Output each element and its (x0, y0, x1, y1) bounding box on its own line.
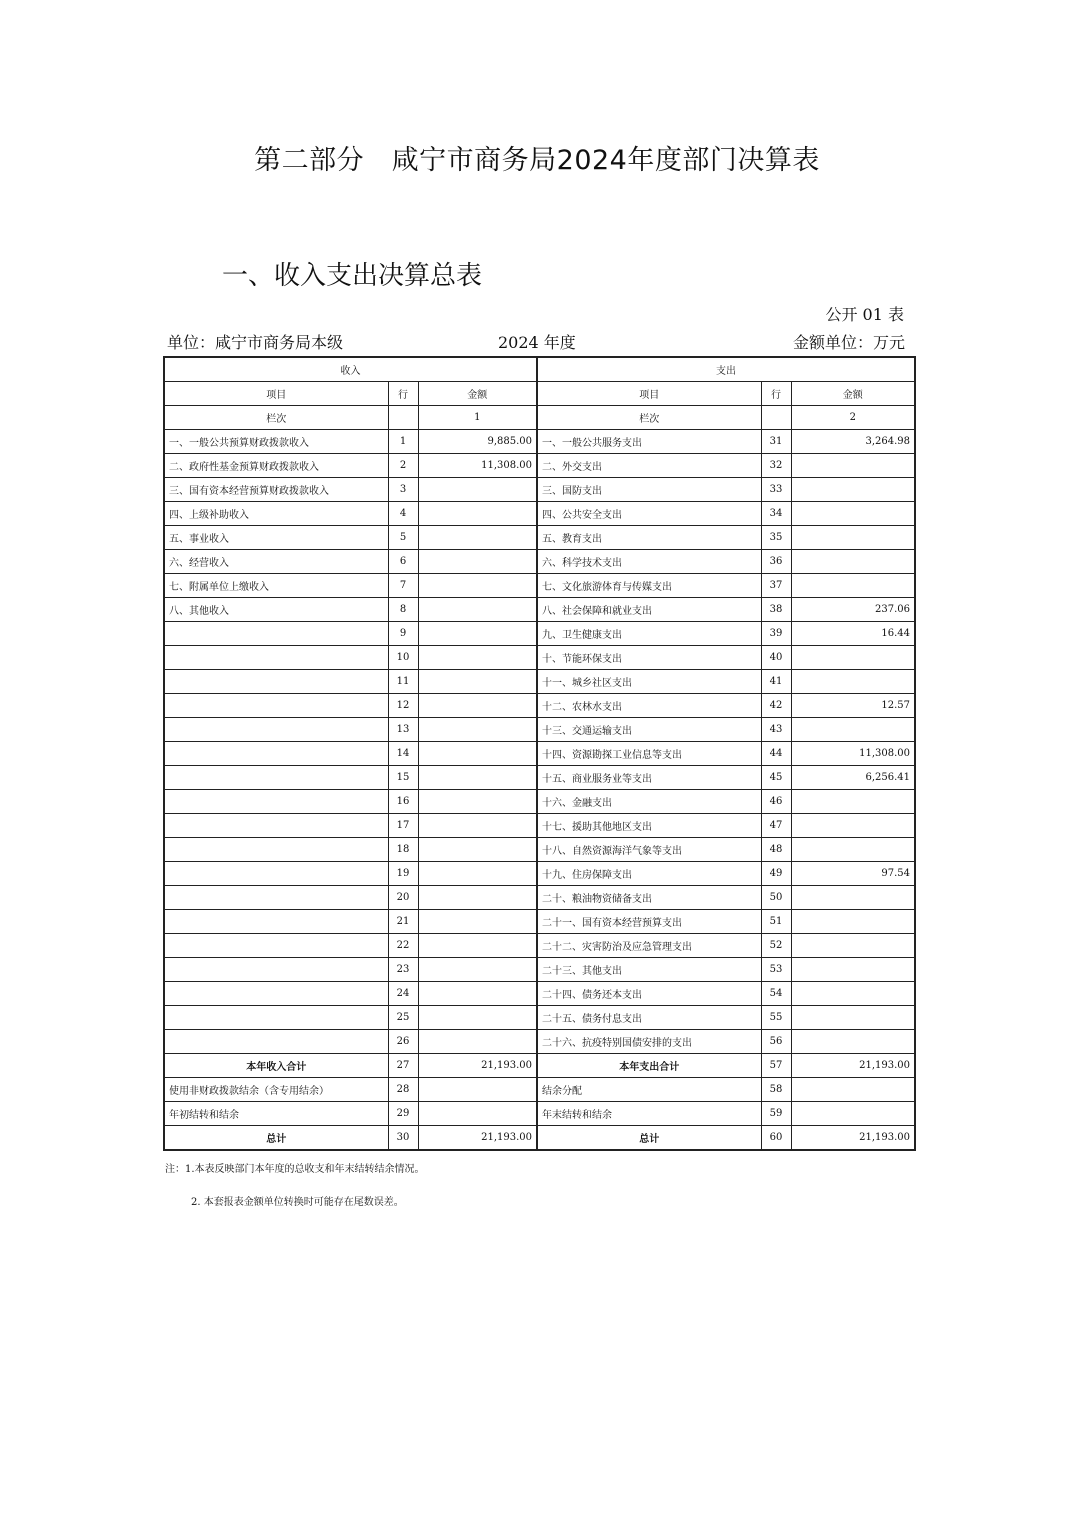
table-row (164, 886, 915, 910)
income-item (164, 646, 388, 670)
amount-unit: 金额单位：万元 (792, 333, 905, 352)
income-line: 16 (388, 790, 418, 814)
income-item (164, 814, 388, 838)
income-line: 7 (388, 574, 418, 598)
expense-amount: 12.57 (791, 694, 915, 718)
expense-amount (791, 646, 915, 670)
expense-line: 34 (761, 502, 791, 526)
table-row (164, 910, 915, 934)
income-line: 5 (388, 526, 418, 550)
expense-line: 32 (761, 454, 791, 478)
income-amount (418, 1006, 537, 1030)
table-row (164, 934, 915, 958)
income-item: 三、国有资本经营预算财政拨款收入 (164, 478, 388, 502)
income-amount (418, 526, 537, 550)
table-row (164, 694, 915, 718)
table-row (164, 766, 915, 790)
income-line: 11 (388, 670, 418, 694)
expense-amount (791, 1078, 915, 1102)
expense-line: 39 (761, 622, 791, 646)
expense-amount (791, 1102, 915, 1126)
expense-item: 十六、金融支出 (537, 790, 761, 814)
income-item (164, 862, 388, 886)
income-amount (418, 478, 537, 502)
expense-amount-header: 金额 (791, 382, 915, 406)
expense-item: 八、社会保障和就业支出 (537, 598, 761, 622)
income-line: 29 (388, 1102, 418, 1126)
income-amount (418, 598, 537, 622)
expense-line-header: 行 (761, 382, 791, 406)
table-row (164, 574, 915, 598)
expense-line: 43 (761, 718, 791, 742)
grand-total-row (164, 1126, 915, 1151)
income-item: 一、一般公共预算财政拨款收入 (164, 430, 388, 454)
expense-line: 50 (761, 886, 791, 910)
section-title: 一、收入支出决算总表 (222, 261, 483, 291)
income-line: 3 (388, 478, 418, 502)
income-item-header: 项目 (164, 382, 388, 406)
income-item (164, 886, 388, 910)
income-line: 20 (388, 886, 418, 910)
expense-item: 十七、援助其他地区支出 (537, 814, 761, 838)
form-code: 公开 01 表 (825, 305, 904, 324)
income-amount (418, 1078, 537, 1102)
income-amount (418, 646, 537, 670)
table-row (164, 814, 915, 838)
income-item: 年初结转和结余 (164, 1102, 388, 1126)
income-line: 30 (388, 1126, 418, 1151)
income-line-header: 行 (388, 382, 418, 406)
table-index-row (164, 406, 915, 430)
income-item (164, 934, 388, 958)
income-line: 25 (388, 1006, 418, 1030)
income-amount (418, 550, 537, 574)
expense-item: 二十六、抗疫特别国债安排的支出 (537, 1030, 761, 1054)
income-amount (418, 886, 537, 910)
income-col-no: 1 (418, 406, 537, 430)
income-item (164, 622, 388, 646)
income-item (164, 718, 388, 742)
expense-item: 六、科学技术支出 (537, 550, 761, 574)
expense-item: 十一、城乡社区支出 (537, 670, 761, 694)
income-amount (418, 574, 537, 598)
expense-total-line: 57 (761, 1054, 791, 1078)
table-row (164, 1030, 915, 1054)
expense-amount: 3,264.98 (791, 430, 915, 454)
table-row (164, 670, 915, 694)
income-item (164, 766, 388, 790)
table-row (164, 550, 915, 574)
income-line: 23 (388, 958, 418, 982)
income-item (164, 958, 388, 982)
expense-amount (791, 886, 915, 910)
income-line: 17 (388, 814, 418, 838)
expense-line: 60 (761, 1126, 791, 1151)
expense-line: 51 (761, 910, 791, 934)
income-total-amount: 21,193.00 (418, 1054, 537, 1078)
expense-line: 33 (761, 478, 791, 502)
income-item: 二、政府性基金预算财政拨款收入 (164, 454, 388, 478)
table-row (164, 430, 915, 454)
expense-header: 支出 (537, 357, 915, 382)
expense-total-label: 本年支出合计 (537, 1054, 761, 1078)
expense-item: 年末结转和结余 (537, 1102, 761, 1126)
income-amount (418, 814, 537, 838)
income-line: 12 (388, 694, 418, 718)
expense-line: 54 (761, 982, 791, 1006)
income-amount (418, 1102, 537, 1126)
expense-line: 56 (761, 1030, 791, 1054)
income-item (164, 982, 388, 1006)
expense-line: 41 (761, 670, 791, 694)
table-row (164, 790, 915, 814)
income-line: 24 (388, 982, 418, 1006)
income-amount (418, 1030, 537, 1054)
income-item (164, 670, 388, 694)
expense-amount (791, 454, 915, 478)
income-line: 1 (388, 430, 418, 454)
expense-line: 38 (761, 598, 791, 622)
expense-item: 十、节能环保支出 (537, 646, 761, 670)
expense-item: 十八、自然资源海洋气象等支出 (537, 838, 761, 862)
expense-item: 结余分配 (537, 1078, 761, 1102)
income-amount (418, 670, 537, 694)
income-amount: 11,308.00 (418, 454, 537, 478)
table-column-header (164, 382, 915, 406)
table-row (164, 838, 915, 862)
expense-line: 58 (761, 1078, 791, 1102)
expense-amount (791, 934, 915, 958)
year-label: 2024 年度 (498, 333, 576, 352)
expense-line: 31 (761, 430, 791, 454)
income-total-line: 27 (388, 1054, 418, 1078)
expense-item: 十九、住房保障支出 (537, 862, 761, 886)
table-row (164, 1102, 915, 1126)
expense-line: 35 (761, 526, 791, 550)
expense-amount (791, 790, 915, 814)
income-line: 26 (388, 1030, 418, 1054)
expense-line: 49 (761, 862, 791, 886)
income-item: 总计 (164, 1126, 388, 1151)
expense-line: 42 (761, 694, 791, 718)
table-row (164, 598, 915, 622)
annual-total-row (164, 1054, 915, 1078)
expense-index-label: 栏次 (537, 406, 761, 430)
income-amount: 9,885.00 (418, 430, 537, 454)
table-row (164, 622, 915, 646)
expense-item: 十三、交通运输支出 (537, 718, 761, 742)
table-group-header (164, 357, 915, 382)
expense-line: 45 (761, 766, 791, 790)
income-item: 五、事业收入 (164, 526, 388, 550)
expense-item: 二十三、其他支出 (537, 958, 761, 982)
expense-col-no: 2 (791, 406, 915, 430)
income-item (164, 742, 388, 766)
income-item: 四、上级补助收入 (164, 502, 388, 526)
income-item: 使用非财政拨款结余（含专用结余） (164, 1078, 388, 1102)
notes (165, 1160, 425, 1208)
unit-label: 单位：咸宁市商务局本级 (167, 333, 344, 352)
expense-item: 二十二、灾害防治及应急管理支出 (537, 934, 761, 958)
income-amount (418, 790, 537, 814)
income-index-line (388, 406, 418, 430)
income-line: 4 (388, 502, 418, 526)
expense-item: 三、国防支出 (537, 478, 761, 502)
expense-item: 总计 (537, 1126, 761, 1151)
table-row (164, 982, 915, 1006)
expense-amount: 97.54 (791, 862, 915, 886)
expense-amount (791, 1030, 915, 1054)
table-row (164, 646, 915, 670)
expense-index-line (761, 406, 791, 430)
expense-line: 59 (761, 1102, 791, 1126)
expense-amount (791, 478, 915, 502)
expense-item: 十二、农林水支出 (537, 694, 761, 718)
income-amount (418, 742, 537, 766)
expense-amount (791, 718, 915, 742)
expense-item: 五、教育支出 (537, 526, 761, 550)
table-row (164, 502, 915, 526)
expense-amount (791, 958, 915, 982)
unit-row (163, 330, 905, 352)
income-line: 28 (388, 1078, 418, 1102)
income-index-label: 栏次 (164, 406, 388, 430)
income-total-label: 本年收入合计 (164, 1054, 388, 1078)
expense-amount (791, 574, 915, 598)
income-line: 14 (388, 742, 418, 766)
expense-line: 36 (761, 550, 791, 574)
income-amount: 21,193.00 (418, 1126, 537, 1151)
expense-amount: 21,193.00 (791, 1126, 915, 1151)
expense-line: 53 (761, 958, 791, 982)
table-row (164, 526, 915, 550)
expense-item: 一、一般公共服务支出 (537, 430, 761, 454)
expense-line: 52 (761, 934, 791, 958)
expense-total-amount: 21,193.00 (791, 1054, 915, 1078)
income-line: 9 (388, 622, 418, 646)
expense-item: 七、文化旅游体育与传媒支出 (537, 574, 761, 598)
expense-amount (791, 550, 915, 574)
income-item (164, 694, 388, 718)
table-row (164, 1078, 915, 1102)
income-line: 10 (388, 646, 418, 670)
expense-line: 47 (761, 814, 791, 838)
table-row (164, 742, 915, 766)
income-amount (418, 982, 537, 1006)
income-item: 七、附属单位上缴收入 (164, 574, 388, 598)
income-amount (418, 694, 537, 718)
expense-item: 十五、商业服务业等支出 (537, 766, 761, 790)
income-amount (418, 934, 537, 958)
expense-item: 二十一、国有资本经营预算支出 (537, 910, 761, 934)
expense-item: 二十五、债务付息支出 (537, 1006, 761, 1030)
income-line: 8 (388, 598, 418, 622)
table-row (164, 454, 915, 478)
expense-line: 40 (761, 646, 791, 670)
expense-line: 48 (761, 838, 791, 862)
income-amount (418, 766, 537, 790)
income-line: 2 (388, 454, 418, 478)
expense-amount (791, 1006, 915, 1030)
income-amount (418, 910, 537, 934)
income-line: 13 (388, 718, 418, 742)
expense-item: 四、公共安全支出 (537, 502, 761, 526)
income-item (164, 1030, 388, 1054)
table-row (164, 478, 915, 502)
expense-amount: 237.06 (791, 598, 915, 622)
expense-item: 九、卫生健康支出 (537, 622, 761, 646)
income-item (164, 790, 388, 814)
income-line: 19 (388, 862, 418, 886)
income-item (164, 838, 388, 862)
expense-amount (791, 670, 915, 694)
income-line: 21 (388, 910, 418, 934)
expense-amount (791, 910, 915, 934)
income-line: 15 (388, 766, 418, 790)
table-row (164, 718, 915, 742)
expense-amount (791, 814, 915, 838)
income-line: 6 (388, 550, 418, 574)
expense-line: 46 (761, 790, 791, 814)
expense-line: 44 (761, 742, 791, 766)
expense-amount: 6,256.41 (791, 766, 915, 790)
income-item: 八、其他收入 (164, 598, 388, 622)
income-header: 收入 (164, 357, 537, 382)
income-amount (418, 718, 537, 742)
expense-line: 55 (761, 1006, 791, 1030)
table-row (164, 1006, 915, 1030)
income-amount (418, 502, 537, 526)
expense-item: 二、外交支出 (537, 454, 761, 478)
note-2: 2. 本套报表金额单位转换时可能存在尾数误差。 (191, 1197, 404, 1208)
income-amount (418, 622, 537, 646)
expense-amount: 16.44 (791, 622, 915, 646)
expense-amount (791, 982, 915, 1006)
income-amount (418, 862, 537, 886)
expense-amount (791, 526, 915, 550)
income-amount (418, 838, 537, 862)
expense-line: 37 (761, 574, 791, 598)
income-item (164, 910, 388, 934)
income-amount (418, 958, 537, 982)
income-line: 22 (388, 934, 418, 958)
income-line: 18 (388, 838, 418, 862)
expense-item: 十四、资源勘探工业信息等支出 (537, 742, 761, 766)
income-item: 六、经营收入 (164, 550, 388, 574)
expense-amount: 11,308.00 (791, 742, 915, 766)
income-item (164, 1006, 388, 1030)
expense-item-header: 项目 (537, 382, 761, 406)
income-expense-table (163, 356, 916, 1151)
note-1: 注：1.本表反映部门本年度的总收支和年末结转结余情况。 (165, 1164, 425, 1175)
table-row (164, 862, 915, 886)
income-amount-header: 金额 (418, 382, 537, 406)
table-row (164, 958, 915, 982)
expense-item: 二十四、债务还本支出 (537, 982, 761, 1006)
expense-amount (791, 502, 915, 526)
expense-item: 二十、粮油物资储备支出 (537, 886, 761, 910)
page-title: 第二部分 咸宁市商务局2024年度部门决算表 (254, 145, 820, 176)
expense-amount (791, 838, 915, 862)
